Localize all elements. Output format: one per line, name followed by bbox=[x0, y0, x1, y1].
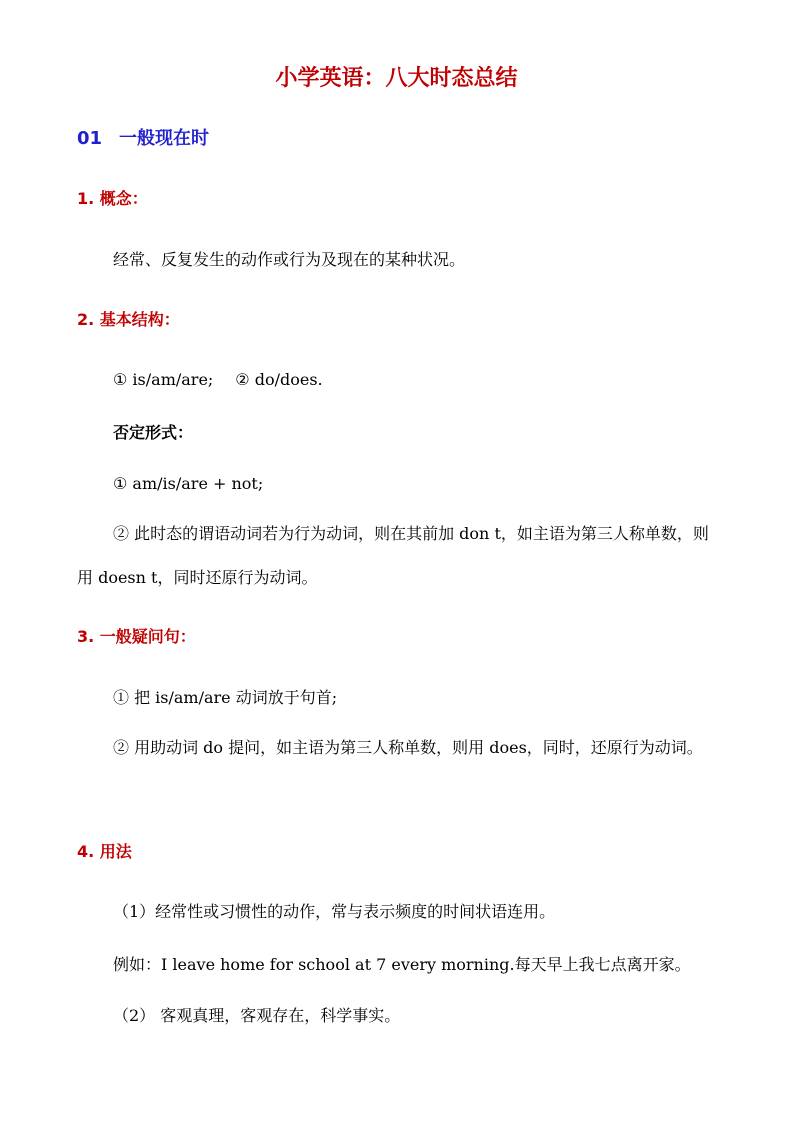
usage-item-1: （1）经常性或习惯性的动作，常与表示频度的时间状语连用。 bbox=[113, 902, 556, 921]
page-title: 小学英语：八大时态总结 bbox=[275, 65, 518, 91]
question-heading: 3. 一般疑问句： bbox=[77, 627, 196, 646]
question-rule-1: ① 把 is/am/are 动词放于句首; bbox=[113, 688, 338, 707]
usage-heading: 4. 用法 bbox=[77, 842, 132, 861]
structure-form-b: ② do/does. bbox=[235, 370, 323, 389]
negative-rule-1: ① am/is/are + not; bbox=[113, 474, 264, 493]
negative-label: 否定形式： bbox=[113, 423, 194, 442]
concept-text: 经常、反复发生的动作或行为及现在的某种状况。 bbox=[113, 250, 466, 269]
structure-heading: 2. 基本结构： bbox=[77, 310, 180, 329]
question-rule-2: ② 用助动词 do 提问，如主语为第三人称单数，则用 does，同时，还原行为动词。 bbox=[113, 738, 703, 757]
structure-forms bbox=[113, 368, 323, 392]
usage-example: 例如：I leave home for school at 7 every morning.每天早上我七点离开家。 bbox=[113, 955, 691, 974]
concept-heading: 1. 概念： bbox=[77, 189, 148, 208]
negative-rule-2: ② 此时态的谓语动词若为行为动词，则在其前加 don t，如主语为第三人称单数，则用 doesn t，同时还原行为动词。 bbox=[77, 524, 709, 587]
section-name: 一般现在时 bbox=[119, 128, 209, 149]
section-number: 01 bbox=[77, 128, 103, 149]
usage-item-2: （2） 客观真理，客观存在，科学事实。 bbox=[113, 1006, 401, 1025]
structure-form-a: ① is/am/are; bbox=[113, 370, 214, 389]
section-heading bbox=[77, 126, 209, 152]
